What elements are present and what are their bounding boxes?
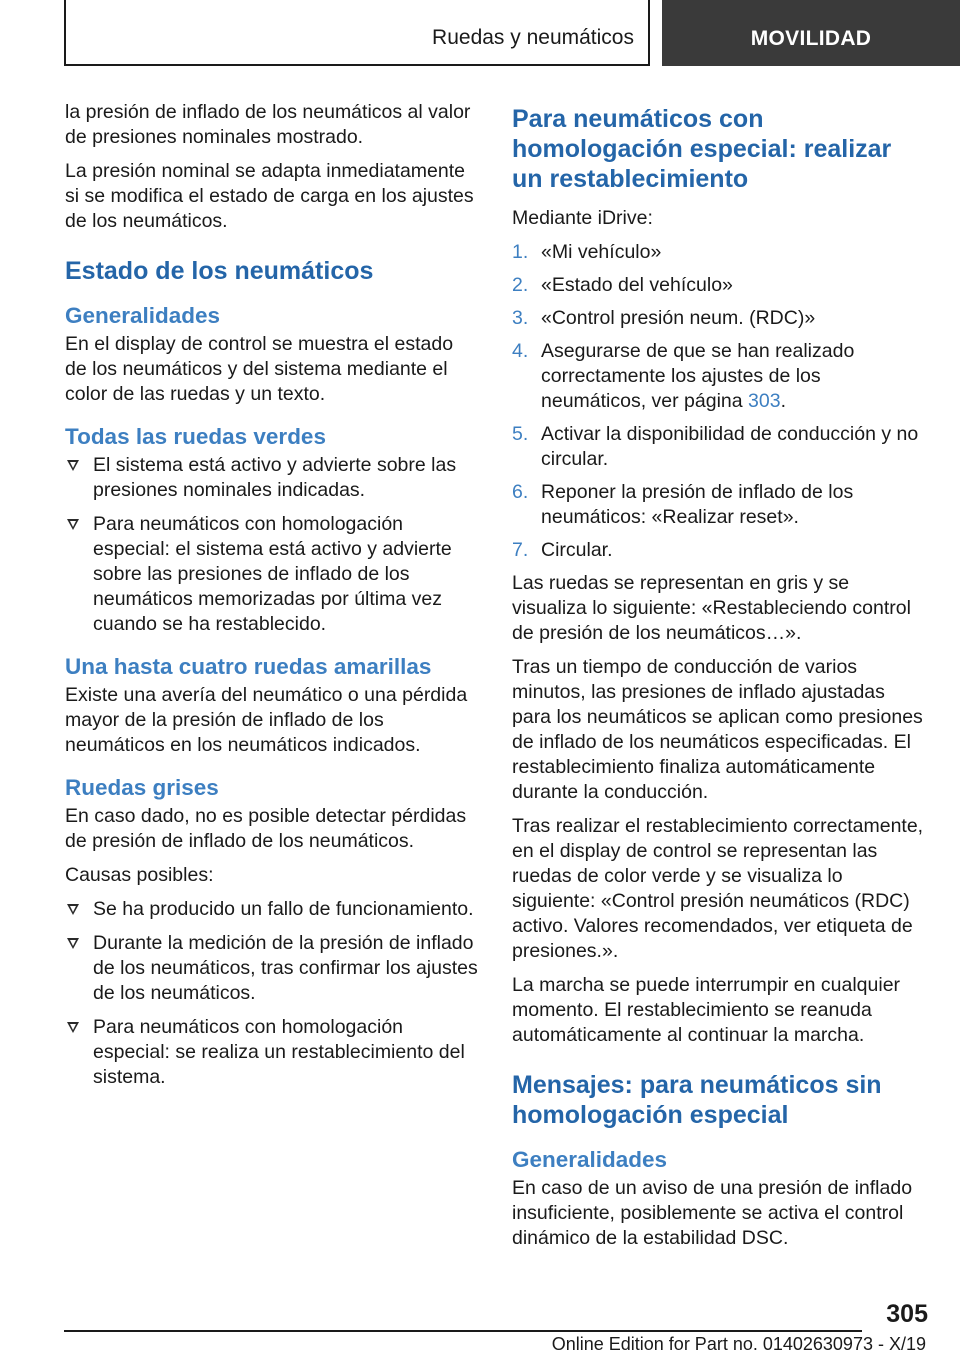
body-paragraph: Causas posibles:	[65, 864, 214, 886]
page-reference-link[interactable]: 303	[748, 390, 781, 412]
body-paragraph: En caso de un aviso de una presión de inflado insuficiente, posiblemente se activa el control dinámico de la estabilidad DSC.	[512, 1177, 913, 1249]
step-number: 2.	[512, 274, 529, 296]
triangle-bullet-icon	[67, 460, 79, 471]
step-number: 3.	[512, 307, 529, 329]
body-paragraph: Tras un tiempo de conducción de varios minutos, las presiones de inflado ajustadas para los neumáticos se aplican como presiones de inflado de los neumáticos especificadas. El restablecimiento finaliza automáticamente durante la conducción.	[512, 656, 923, 803]
subheading-verdes: Todas las ruedas verdes	[65, 424, 326, 449]
page-number: 305	[886, 1300, 928, 1328]
bullet-list-grises	[65, 897, 478, 1090]
header-section-box	[64, 0, 650, 66]
steps-list	[512, 240, 927, 563]
subheading-generalidades: Generalidades	[512, 1147, 668, 1172]
step-item: 4. Asegurarse de que se han realizado correctamente los ajustes de los neumáticos, ver página 303.	[512, 340, 855, 412]
header-chapter-title: MOVILIDAD	[750, 27, 872, 50]
step-item: 1. «Mi vehículo»	[512, 241, 662, 263]
step-number: 1.	[512, 241, 529, 263]
list-item: Para neumáticos con homologación especial: se realiza un restablecimiento del sistema.	[65, 1015, 478, 1090]
subheading-grises: Ruedas grises	[65, 775, 219, 800]
body-paragraph: En caso dado, no es posible detectar pérdidas de presión de inflado de los neumáticos.	[65, 805, 467, 852]
header-chapter-tab	[662, 0, 960, 66]
step-item: 6. Reponer la presión de inflado de los neumáticos: «Realizar reset».	[512, 481, 854, 528]
subheading-generalidades: Generalidades	[65, 303, 221, 328]
body-paragraph: Existe una avería del neumático o una pérdida mayor de la presión de inflado de los neumáticos en los neumáticos indicados.	[65, 684, 468, 756]
section-heading-reset: Para neumáticos con homologación especial: realizar un restablecimiento	[512, 105, 892, 193]
step-number: 7.	[512, 539, 529, 561]
body-paragraph: En el display de control se muestra el estado de los neumáticos y del sistema mediante el color de las ruedas y un texto.	[65, 333, 454, 405]
list-item: Durante la medición de la presión de inflado de los neumáticos, tras confirmar los ajustes de los neumáticos.	[65, 931, 478, 1006]
step-number: 5.	[512, 423, 529, 445]
footer-edition-text: Online Edition for Part no. 01402630973 - X/19	[551, 1334, 926, 1354]
right-column	[512, 100, 927, 1260]
step-item: 5. Activar la disponibilidad de conducción y no circular.	[512, 423, 919, 470]
list-item: El sistema está activo y advierte sobre las presiones nominales indicadas.	[65, 453, 478, 503]
step-number: 6.	[512, 481, 529, 503]
step-number: 4.	[512, 340, 529, 362]
list-item: Para neumáticos con homologación especial: el sistema está activo y advierte sobre las presiones de inflado de los neumáticos memorizadas por última vez cuando se ha restablecido.	[65, 512, 478, 637]
page-header	[0, 0, 960, 66]
footer-divider	[64, 1330, 862, 1332]
header-section-title: Ruedas y neumáticos	[432, 26, 634, 49]
triangle-bullet-icon	[67, 519, 79, 530]
left-column	[65, 100, 478, 1099]
body-paragraph: La marcha se puede interrumpir en cualquier momento. El restablecimiento se reanuda automáticamente al continuar la marcha.	[512, 974, 901, 1046]
intro-paragraph: La presión nominal se adapta inmediatamente si se modifica el estado de carga en los ajustes de los neumáticos.	[65, 160, 474, 232]
body-paragraph: Mediante iDrive:	[512, 207, 653, 229]
triangle-bullet-icon	[67, 904, 79, 915]
section-heading-mensajes: Mensajes: para neumáticos sin homologación especial	[512, 1071, 882, 1129]
step-item: 7. Circular.	[512, 539, 613, 561]
body-paragraph: Tras realizar el restablecimiento correctamente, en el display de control se representan las ruedas de color verde y se visualiza lo siguiente: «Control presión neumáticos (RDC) activo. Valores recomendados, ver etiqueta de presiones.».	[512, 815, 924, 962]
intro-paragraph: la presión de inflado de los neumáticos al valor de presiones nominales mostrado.	[65, 101, 471, 148]
list-item: Se ha producido un fallo de funcionamiento.	[65, 897, 478, 922]
step-item: 3. «Control presión neum. (RDC)»	[512, 307, 816, 329]
step-item: 2. «Estado del vehículo»	[512, 274, 733, 296]
triangle-bullet-icon	[67, 938, 79, 949]
section-heading-estado: Estado de los neumáticos	[65, 257, 374, 285]
body-paragraph: Las ruedas se representan en gris y se visualiza lo siguiente: «Restableciendo control de presión de los neumáticos…».	[512, 572, 911, 644]
subheading-amarillas: Una hasta cuatro ruedas amarillas	[65, 654, 432, 679]
bullet-list-verdes	[65, 453, 478, 637]
triangle-bullet-icon	[67, 1022, 79, 1033]
